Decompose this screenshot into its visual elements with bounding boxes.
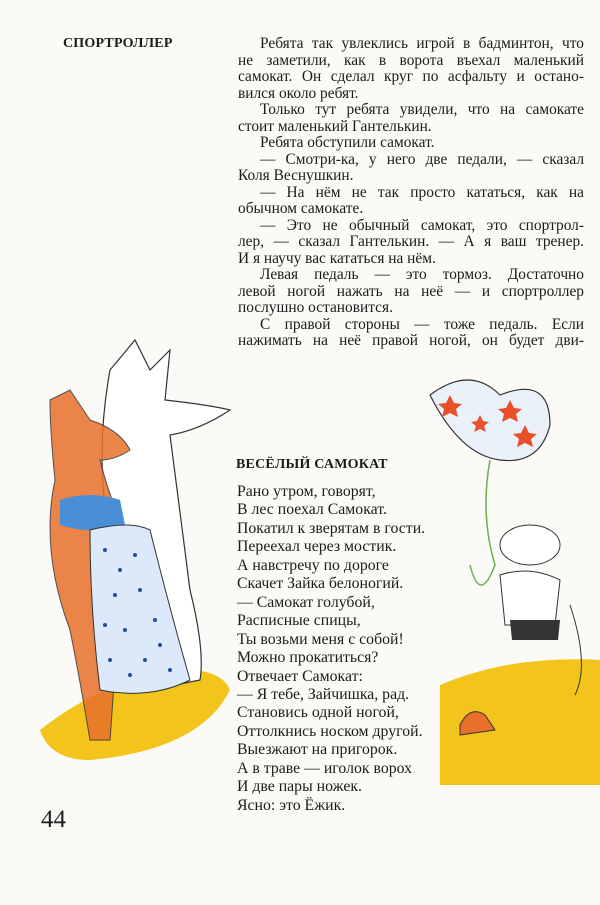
story-line: Левая педаль — это тормоз. Достаточно: [260, 266, 584, 283]
story-line: нажимать на неё правой ногой, он будет дви-: [238, 332, 584, 349]
poem-line: Расписные спицы,: [237, 612, 361, 630]
poem-line: Оттолкнись носком другой.: [237, 722, 423, 740]
story-line: Коля Веснушкин.: [238, 167, 354, 184]
story-line: Ребята обступили самокат.: [260, 134, 435, 151]
fox-and-hare-illustration: [30, 330, 250, 770]
story-line: стоит маленький Гантелькин.: [238, 117, 432, 135]
story-line: — На нём не так просто кататься, как на: [260, 183, 584, 201]
poem-line: Скачет Зайка белоногий.: [237, 575, 404, 593]
poem-line: Можно прокатиться?: [237, 649, 379, 667]
poem-line: Выезжают на пригорок.: [237, 741, 398, 759]
story-line: Только тут ребята увидели, что на самокате: [260, 101, 584, 118]
poem-line: Переехал через мостик.: [237, 538, 397, 556]
poem-title: ВЕСЁЛЫЙ САМОКАТ: [236, 457, 388, 472]
story-line: — Смотри-ка, у него две педали, — сказал: [260, 150, 584, 168]
poem-line: Рано утром, говорят,: [237, 483, 376, 500]
story-line: лер, — сказал Гантелькин. — А я ваш тренер.: [238, 233, 584, 250]
poem-line: — Самокат голубой,: [237, 593, 375, 611]
poem-line: — Я тебе, Зайчишка, рад.: [237, 685, 410, 703]
story-line: С правой стороны — тоже педаль. Если: [260, 315, 584, 333]
poem-line: Ты возьми меня с собой!: [237, 630, 404, 648]
mouse-with-balloon-illustration: [420, 365, 600, 785]
poem-line: А навстречу по дороге: [237, 556, 389, 574]
poem-line: Ясно: это Ёжик.: [237, 796, 346, 814]
poem-line: И две пары ножек.: [237, 778, 362, 796]
page-number: 44: [41, 806, 66, 833]
story-line: левой ногой нажать на неё — и спортроллер: [238, 282, 584, 300]
story-line: самокат. Он сделал круг по асфальту и остано-: [238, 68, 584, 85]
story-line: вился около ребят.: [238, 84, 359, 102]
poem-line: Покатил к зверятам в гости.: [237, 519, 426, 537]
poem-line: Отвечает Самокат:: [237, 667, 363, 685]
story-title: СПОРТРОЛЛЕР: [63, 36, 173, 51]
story-line: послушно остановится.: [238, 299, 393, 316]
story-text: [238, 36, 584, 350]
poem-line: Становись одной ногой,: [237, 704, 399, 722]
story-line: — Это не обычный самокат, это спортрол-: [260, 216, 584, 234]
story-line: И я научу вас кататься на нём.: [238, 249, 436, 267]
story-line: Ребята так увлеклись игрой в бадминтон, что: [260, 35, 584, 52]
story-line: не заметили, как в ворота въехал маленький: [238, 51, 584, 69]
poem-line: В лес поехал Самокат.: [237, 501, 387, 519]
story-line: обычном самокате.: [238, 200, 364, 217]
poem-text: [237, 483, 425, 815]
poem-line: А в траве — иголок ворох: [237, 759, 413, 777]
